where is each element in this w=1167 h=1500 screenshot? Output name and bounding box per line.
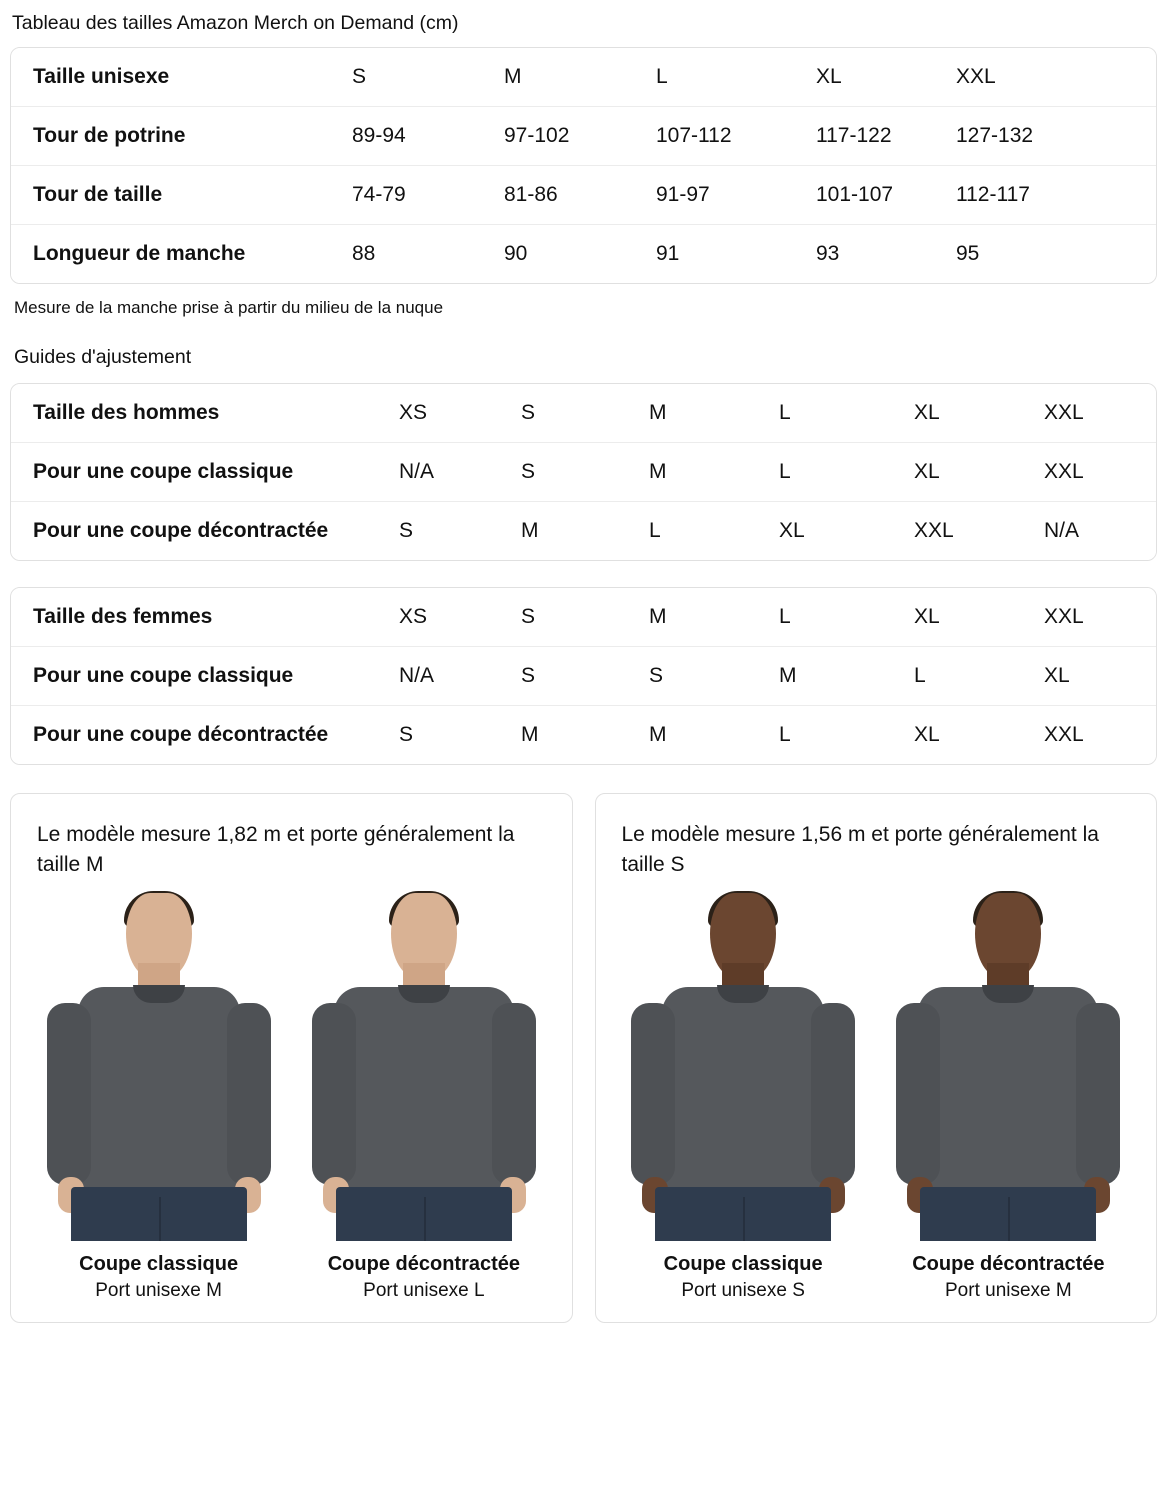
shirt-shape	[78, 987, 240, 1195]
table-row	[11, 48, 1156, 107]
cell: S	[515, 443, 643, 502]
cell: XXL	[914, 519, 954, 542]
womens-fit-table	[11, 588, 1156, 764]
model-photo	[616, 891, 871, 1241]
cell: S	[399, 723, 414, 746]
cell: 95	[956, 242, 980, 265]
cell: M	[773, 647, 908, 706]
row-label: Tour de taille	[11, 166, 346, 225]
shirt-shape	[334, 987, 514, 1195]
cell: XL	[908, 443, 1038, 502]
cell: 117-122	[810, 107, 950, 166]
cell: XL	[1038, 647, 1156, 706]
cell: 89-94	[346, 107, 498, 166]
row-label: Pour une coupe décontractée	[33, 723, 329, 746]
cell: M	[643, 443, 773, 502]
cell: M	[521, 519, 539, 542]
cell: 91-97	[650, 166, 810, 225]
cell: L	[779, 723, 791, 746]
cell: M	[643, 384, 773, 443]
cell: 81-86	[498, 166, 650, 225]
row-label: Longueur de manche	[33, 242, 246, 265]
cell: 93	[816, 242, 840, 265]
table-row	[11, 443, 1156, 502]
sleeve-right-shape	[492, 1003, 536, 1185]
model-card-heading: Le modèle mesure 1,82 m et porte généralement la taille M	[37, 823, 515, 877]
cell: N/A	[1044, 519, 1080, 542]
sleeve-left-shape	[896, 1003, 940, 1185]
cell: M	[649, 723, 667, 746]
row-label: Taille unisexe	[11, 48, 346, 107]
row-label: Taille des femmes	[11, 588, 393, 647]
row-label: Pour une coupe classique	[11, 647, 393, 706]
model-card-female	[595, 793, 1158, 1323]
sleeve-left-shape	[631, 1003, 675, 1185]
table-row	[11, 225, 1156, 284]
jeans-shape	[920, 1187, 1096, 1241]
model-figure-male-classic	[31, 891, 286, 1302]
table-row	[11, 647, 1156, 706]
cell: XXL	[1044, 723, 1084, 746]
sleeve-left-shape	[312, 1003, 356, 1185]
cell: 88	[352, 242, 376, 265]
cell: S	[515, 588, 643, 647]
sleeve-left-shape	[47, 1003, 91, 1185]
table-row	[11, 166, 1156, 225]
figure-fit-label: Coupe classique	[79, 1252, 239, 1275]
figure-fit-label: Coupe décontractée	[912, 1252, 1105, 1275]
model-photo	[296, 891, 551, 1241]
sleeve-right-shape	[227, 1003, 271, 1185]
row-label: Pour une coupe classique	[11, 443, 393, 502]
figure-wearing-label: Port unisexe L	[363, 1279, 485, 1301]
mens-fit-table-wrapper	[10, 383, 1157, 561]
cell: M	[498, 48, 650, 107]
sleeve-right-shape	[811, 1003, 855, 1185]
figure-wearing-label: Port unisexe M	[95, 1279, 222, 1301]
model-card-male	[10, 793, 573, 1323]
jeans-shape	[336, 1187, 512, 1241]
cell: XS	[393, 588, 515, 647]
sleeve-right-shape	[1076, 1003, 1120, 1185]
cell: L	[773, 443, 908, 502]
cell: M	[643, 588, 773, 647]
row-label: Tour de potrine	[11, 107, 346, 166]
cell: L	[908, 647, 1038, 706]
row-label: Taille des hommes	[11, 384, 393, 443]
figure-group	[616, 891, 1137, 1302]
cell: 127-132	[950, 107, 1156, 166]
cell: XL	[914, 723, 940, 746]
cell: XXL	[1038, 443, 1156, 502]
model-figure-male-relaxed	[296, 891, 551, 1302]
model-card-heading: Le modèle mesure 1,56 m et porte généralement la taille S	[621, 823, 1099, 877]
jeans-shape	[71, 1187, 247, 1241]
cell: XL	[810, 48, 950, 107]
cell: 112-117	[950, 166, 1156, 225]
cell: S	[346, 48, 498, 107]
cell: L	[773, 384, 908, 443]
cell: 107-112	[650, 107, 810, 166]
figure-fit-label: Coupe classique	[663, 1252, 823, 1275]
cell: XL	[779, 519, 805, 542]
cell: XL	[908, 384, 1038, 443]
cell: N/A	[393, 443, 515, 502]
model-photo	[31, 891, 286, 1241]
cell: 101-107	[810, 166, 950, 225]
model-figure-female-classic	[616, 891, 871, 1302]
model-cards-row	[10, 793, 1157, 1323]
shirt-shape	[918, 987, 1098, 1195]
cell: 74-79	[346, 166, 498, 225]
figure-wearing-label: Port unisexe S	[681, 1279, 805, 1301]
cell: XS	[393, 384, 515, 443]
mens-fit-table	[11, 384, 1156, 560]
row-label: Pour une coupe décontractée	[33, 519, 329, 542]
measurements-table-wrapper	[10, 47, 1157, 284]
shirt-shape	[662, 987, 824, 1195]
figure-wearing-label: Port unisexe M	[945, 1279, 1072, 1301]
cell: L	[773, 588, 908, 647]
table-row	[11, 384, 1156, 443]
table-row	[11, 706, 1156, 765]
cell: S	[515, 384, 643, 443]
jeans-shape	[655, 1187, 831, 1241]
model-photo	[881, 891, 1136, 1241]
cell: 90	[504, 242, 528, 265]
cell: XXL	[1038, 384, 1156, 443]
cell: S	[399, 519, 414, 542]
cell: N/A	[393, 647, 515, 706]
table-row	[11, 107, 1156, 166]
page-title: Tableau des tailles Amazon Merch on Demand (cm)	[12, 12, 459, 34]
cell: S	[515, 647, 643, 706]
figure-group	[31, 891, 552, 1302]
cell: L	[649, 519, 661, 542]
cell: 91	[656, 242, 680, 265]
cell: 97-102	[498, 107, 650, 166]
measurements-table	[11, 48, 1156, 283]
cell: L	[650, 48, 810, 107]
table-row	[11, 502, 1156, 561]
fit-guides-title: Guides d'ajustement	[14, 346, 192, 368]
figure-fit-label: Coupe décontractée	[327, 1252, 520, 1275]
womens-fit-table-wrapper	[10, 587, 1157, 765]
cell: XL	[908, 588, 1038, 647]
cell: XXL	[1038, 588, 1156, 647]
model-figure-female-relaxed	[881, 891, 1136, 1302]
cell: S	[643, 647, 773, 706]
cell: XXL	[950, 48, 1156, 107]
table-row	[11, 588, 1156, 647]
sleeve-measurement-note: Mesure de la manche prise à partir du milieu de la nuque	[14, 298, 444, 317]
cell: M	[521, 723, 539, 746]
